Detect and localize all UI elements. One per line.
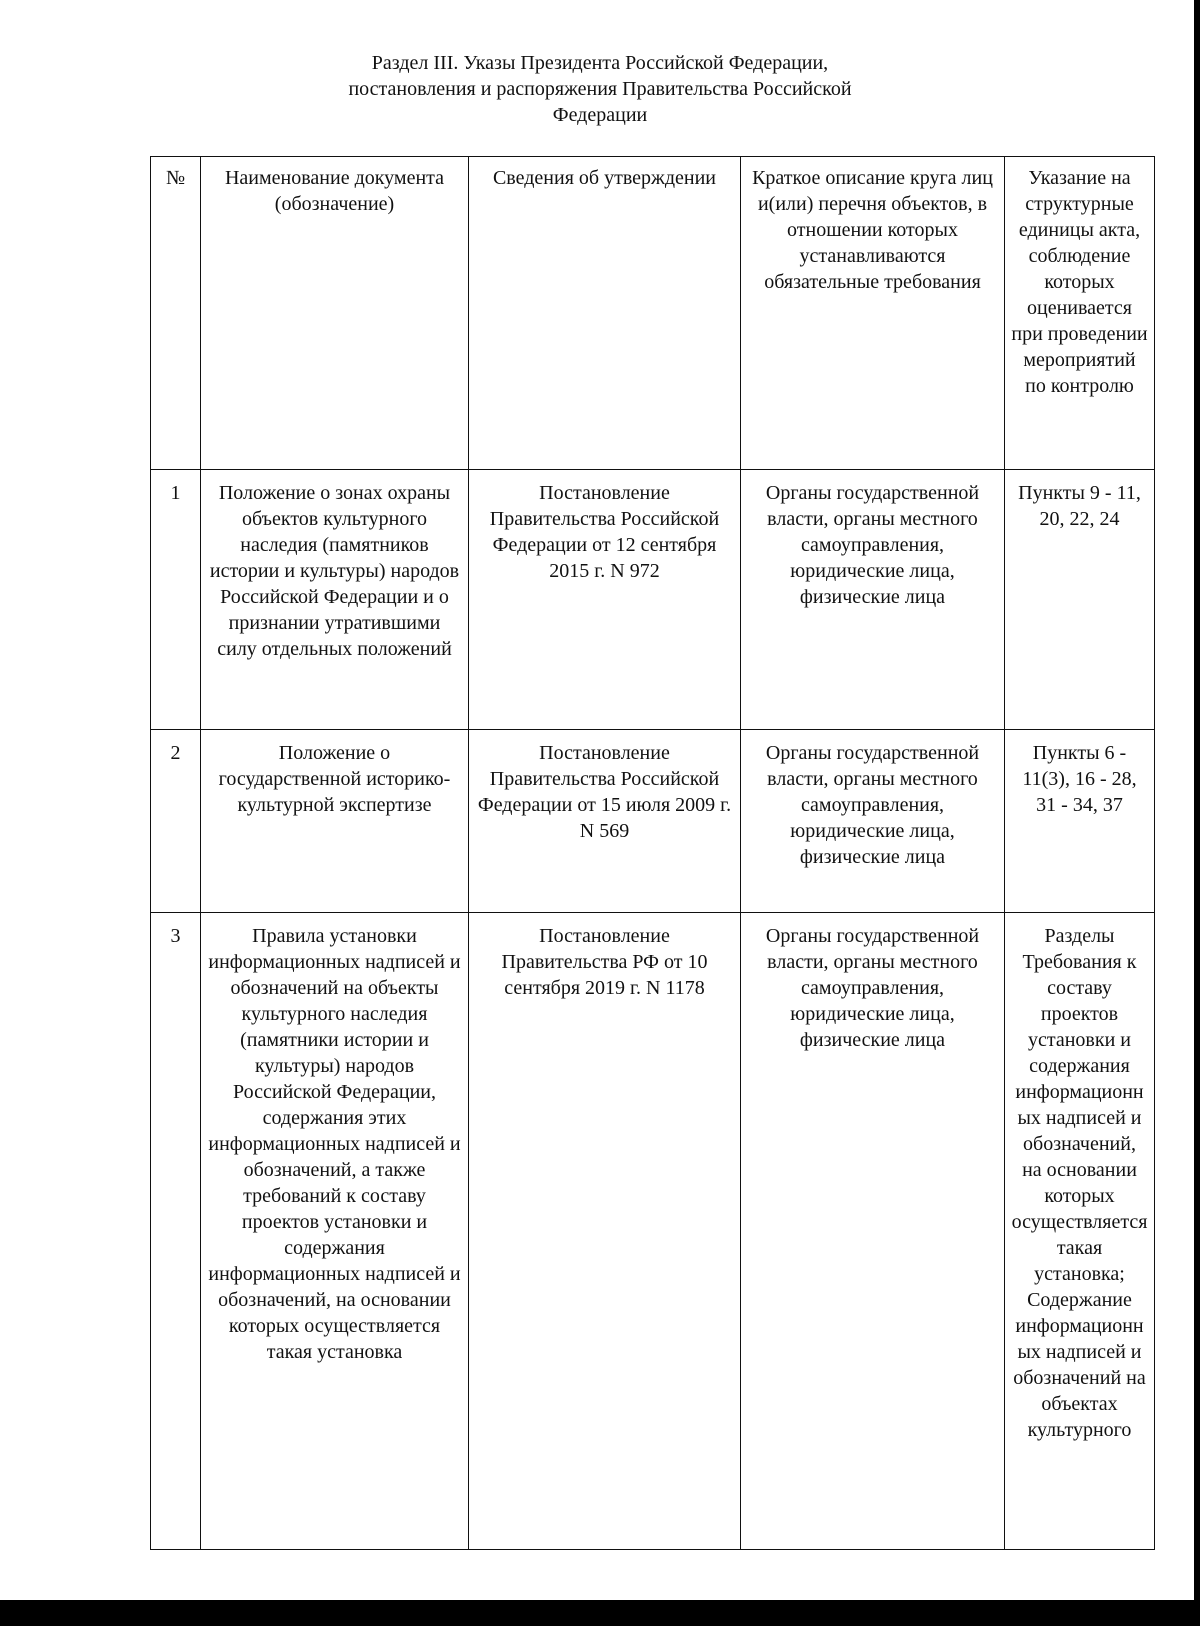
row-structural-units: Пункты 6 - 11(3), 16 - 28, 31 - 34, 37 bbox=[1005, 730, 1155, 913]
section-title-line2: постановления и распоряжения Правительства Российской bbox=[348, 78, 852, 100]
row-approval-info: Постановление Правительства Российской Федерации от 12 сентября 2015 г. N 972 bbox=[469, 470, 741, 730]
table-row bbox=[151, 913, 1155, 1550]
row-subjects: Органы государственной власти, органы местного самоуправления, юридические лица, физические лица bbox=[741, 470, 1005, 730]
header-approval-info: Сведения об утверждении bbox=[469, 157, 741, 470]
scan-edge-bottom bbox=[0, 1600, 1200, 1626]
row-document-name: Положение о зонах охраны объектов культурного наследия (памятников истории и культуры) народов Российской Федерации и о признании утратившими силу отдельных положений bbox=[201, 470, 469, 730]
row-document-name: Правила установки информационных надписей и обозначений на объекты культурного наследия (памятники истории и культуры) народов Российской Федерации, содержания этих информационных надписей и обозначений, а также требований к составу проектов установки и содержания информационных надписей и обозначений, на основании которых осуществляется такая установка bbox=[201, 913, 469, 1550]
row-approval-info: Постановление Правительства Российской Федерации от 15 июля 2009 г. N 569 bbox=[469, 730, 741, 913]
row-subjects: Органы государственной власти, органы местного самоуправления, юридические лица, физические лица bbox=[741, 913, 1005, 1550]
documents-table bbox=[150, 156, 1155, 1550]
row-approval-info: Постановление Правительства РФ от 10 сентября 2019 г. N 1178 bbox=[469, 913, 741, 1550]
header-subjects-description: Краткое описание круга лиц и(или) перечня объектов, в отношении которых устанавливаются обязательные требования bbox=[741, 157, 1005, 470]
header-document-name: Наименование документа (обозначение) bbox=[201, 157, 469, 470]
header-number: № bbox=[151, 157, 201, 470]
table-header-row bbox=[151, 157, 1155, 470]
table-row bbox=[151, 470, 1155, 730]
scan-edge-right bbox=[1194, 0, 1200, 1626]
section-title-line1: Раздел III. Указы Президента Российской Федерации, bbox=[371, 52, 829, 74]
row-number: 3 bbox=[151, 913, 201, 1550]
row-document-name: Положение о государственной историко-культурной экспертизе bbox=[201, 730, 469, 913]
row-structural-units: Разделы Требования к составу проектов установки и содержания информационных надписей и обозначений, на основании которых осуществляется такая установка; Содержание информационных надписей и обозначений на объектах культурного bbox=[1005, 913, 1155, 1550]
row-subjects: Органы государственной власти, органы местного самоуправления, юридические лица, физические лица bbox=[741, 730, 1005, 913]
row-structural-units: Пункты 9 - 11, 20, 22, 24 bbox=[1005, 470, 1155, 730]
row-number: 2 bbox=[151, 730, 201, 913]
row-number: 1 bbox=[151, 470, 201, 730]
header-structural-units: Указание на структурные единицы акта, соблюдение которых оценивается при проведении мероприятий по контролю bbox=[1005, 157, 1155, 470]
section-title bbox=[160, 50, 1040, 128]
table-row bbox=[151, 730, 1155, 913]
section-title-line3: Федерации bbox=[552, 104, 648, 126]
